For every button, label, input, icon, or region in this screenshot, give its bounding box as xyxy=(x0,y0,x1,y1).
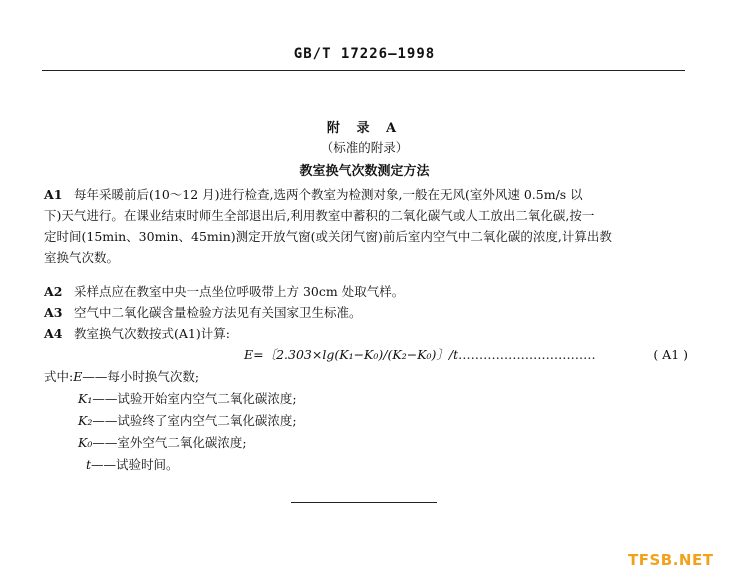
where-symbol: t xyxy=(86,457,92,472)
clause-text-line: 每年采暖前后(10～12 月)进行检查,选两个教室为检测对象,一般在无风(室外风速 0.5m/s 以 xyxy=(74,187,583,202)
where-row-k1 xyxy=(78,388,722,409)
formula-number: ( A1 ) xyxy=(653,347,688,362)
clause-text-line: 下)天气进行。在课业结束时师生全部退出后,利用教室中蓄积的二氧化碳气或人工放出二氧化碳,按一 xyxy=(44,208,595,223)
end-rule xyxy=(291,502,437,503)
formula-expression: E=〔2.303×lg(K₁−K₀)/(K₂−K₀)〕/t xyxy=(244,347,459,362)
clause-a3 xyxy=(44,302,688,323)
where-row-e xyxy=(44,366,688,387)
appendix-title: 附 录 A xyxy=(326,121,403,136)
where-intro: 式中: xyxy=(44,369,74,384)
where-symbol: K₂ xyxy=(78,413,93,428)
appendix-subtitle: （标准的附录） xyxy=(320,140,409,155)
where-desc: ——每小时换气次数; xyxy=(82,369,200,384)
clause-text-line: 教室换气次数按式(A1)计算: xyxy=(74,326,230,341)
where-row-k2 xyxy=(78,410,722,431)
appendix-heading: 教室换气次数测定方法 xyxy=(299,164,430,179)
clause-number: A1 xyxy=(44,187,63,202)
where-symbol: K₀ xyxy=(78,435,93,450)
clause-a4 xyxy=(44,323,688,344)
clause-number: A3 xyxy=(44,305,63,320)
clause-text-line: 采样点应在教室中央一点坐位呼吸带上方 30cm 处取气样。 xyxy=(74,284,405,299)
formula-expression-group xyxy=(244,344,596,365)
clause-a1 xyxy=(44,184,688,268)
where-desc: ——试验开始室内空气二氧化碳浓度; xyxy=(92,391,297,406)
where-desc: ——室外空气二氧化碳浓度; xyxy=(92,435,247,450)
standard-number: GB/T 17226—1998 xyxy=(293,46,436,62)
watermark-logo: TFSB.NET xyxy=(628,551,714,569)
clause-number: A2 xyxy=(44,284,63,299)
header-rule xyxy=(42,70,685,71)
clause-text-line: 空气中二氧化碳含量检验方法见有关国家卫生标准。 xyxy=(74,305,362,320)
where-desc: ——试验终了室内空气二氧化碳浓度; xyxy=(92,413,297,428)
clause-text-line: 室换气次数。 xyxy=(44,250,120,265)
formula-leader: …………………………… xyxy=(458,347,596,362)
where-symbol: E xyxy=(73,369,83,384)
clause-a2 xyxy=(44,281,688,302)
where-symbol: K₁ xyxy=(78,391,93,406)
where-desc: ——试验时间。 xyxy=(91,457,179,472)
where-row-t xyxy=(86,454,729,475)
where-row-k0 xyxy=(78,432,722,453)
clause-text-line: 定时间(15min、30min、45min)测定开放气窗(或关闭气窗)前后室内空气中二氧化碳的浓度,计算出教 xyxy=(44,229,612,244)
clause-number: A4 xyxy=(44,326,63,341)
